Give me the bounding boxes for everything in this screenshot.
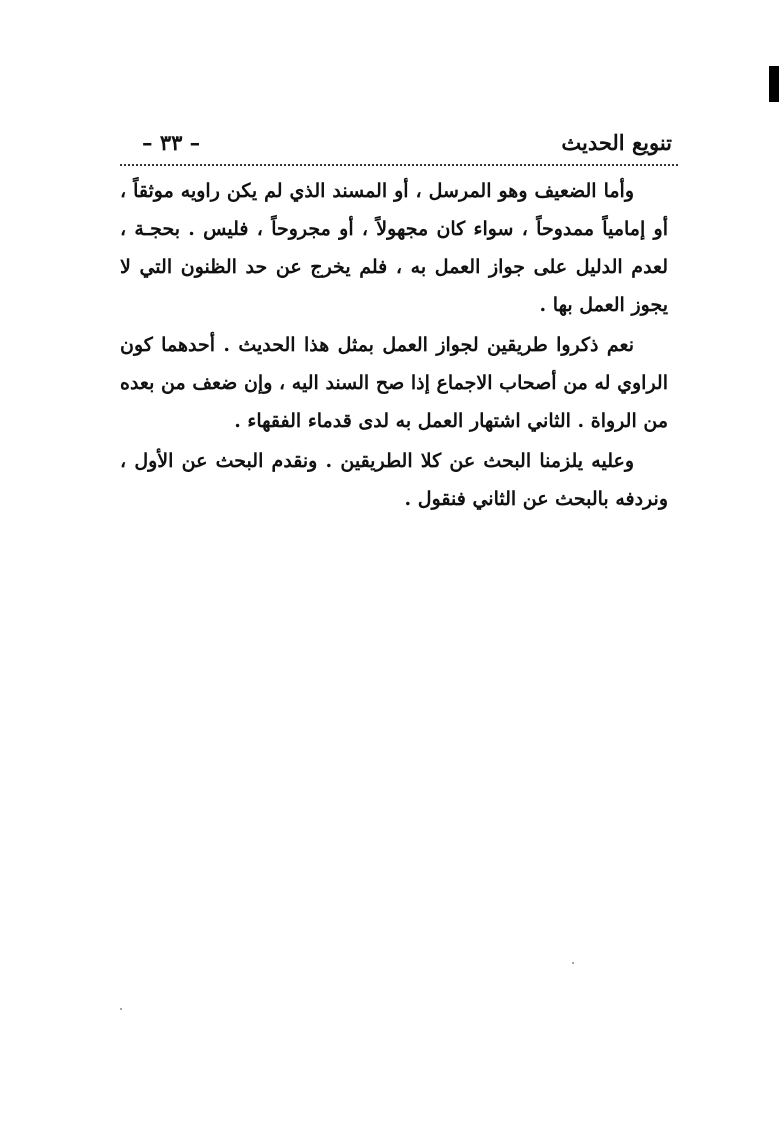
- scan-speck: [572, 962, 574, 964]
- paragraph: وأما الضعيف وهو المرسل ، أو المسند الذي لم يكن راويه موثقاً ، أو إمامياً ممدوحاً ، سواء كان مجهولاً ، أو مجروحاً ، فليس . بحجـة ، لعدم الدليل على جواز العمل به ، فلم يخرج عن حد الظنون التي لا يجوز العمل بها .: [120, 180, 668, 316]
- running-header: [120, 124, 678, 166]
- scan-speck: [120, 1008, 122, 1010]
- page-edge-mark: [769, 66, 779, 102]
- paragraph: وعليه يلزمنا البحث عن كلا الطريقين . ونقدم البحث عن الأول ، ونردفه بالبحث عن الثاني فنقول .: [120, 450, 668, 510]
- body-text: [120, 172, 668, 520]
- page-number: – ٣٣ –: [142, 130, 201, 155]
- paragraph: نعم ذكروا طريقين لجواز العمل بمثل هذا الحديث . أحدهما كون الراوي له من أصحاب الاجماع إذا صح السند اليه ، وإن ضعف من بعده من الرواة . الثاني اشتهار العمل به لدى قدماء الفقهاء .: [120, 334, 668, 432]
- book-title: تنويع الحديث: [561, 130, 672, 155]
